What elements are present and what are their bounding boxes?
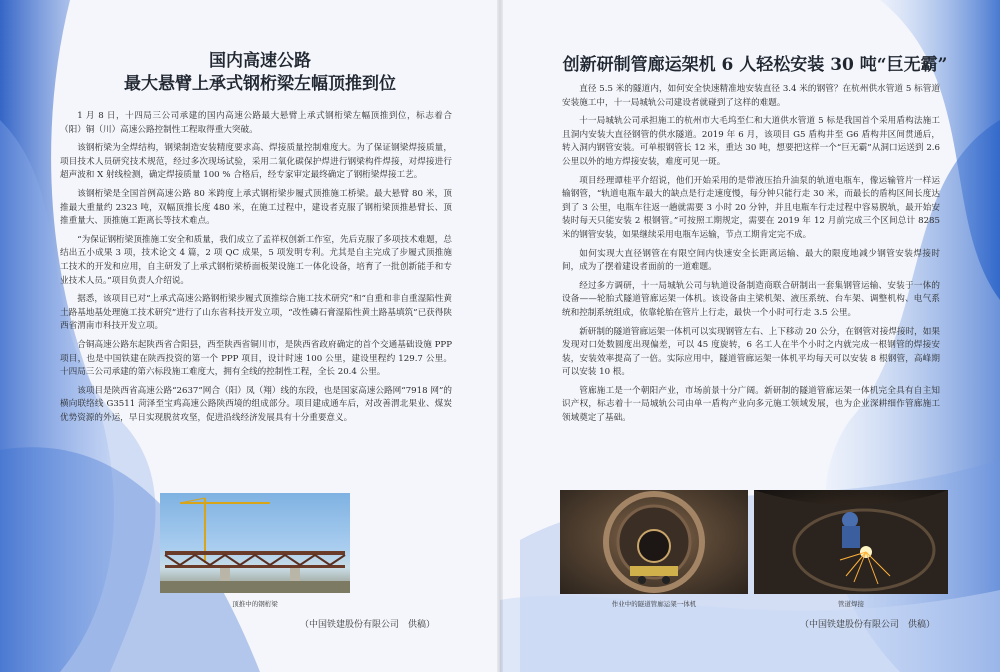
left-credit: （中国铁建股份有限公司 供稿） (300, 620, 436, 630)
right-page (500, 0, 1000, 672)
right-paragraph: 项目经理谭桂平介绍说，他们开始采用的是带液压抬升油泵的轨道电瓶车，像运输管片一样运输钢管，“轨道电瓶车最大的缺点是行走速度慢，每分钟只能行走 30 米，而最长的盾构区间长度达到了 3 公里，电瓶车往返一趟就需要 3 小时 20 分钟，并且电瓶车行走过程中容易脱轨，最开始安装时每天只能安装 2 根钢管。”可按照工期规定，需要在 2019 年 12 月前完成三个区间总计 8285 米的钢管安装，如果继续采用电瓶车运输，节点工期肯定完不成。 (562, 175, 940, 240)
right-article-title: 创新研制管廊运架机 6 人轻松安装 30 吨“巨无霸” (562, 55, 948, 75)
left-title-line-2: 最大悬臂上承式钢桁梁左幅顶推到位 (124, 74, 396, 94)
tunnel-machine-photo (560, 490, 748, 594)
bridge-photo-caption: 顶推中的钢桁梁 (232, 600, 278, 608)
right-paragraph: 直径 5.5 米的隧道内，如何安全快速精准地安装直径 3.4 米的钢管？在杭州供水管道 5 标管道安装施工中，十一局城轨公司建设者就碰到了这样的难题。 (562, 84, 940, 108)
right-paragraph: 如何实现大直径钢管在有限空间内快速安全长距离运输、最大的限度地减少钢管安装焊接时间，成为了摆着建设者面前的一道难题。 (562, 248, 940, 273)
left-title-line-1: 国内高速公路 (209, 51, 311, 71)
right-paragraph: 经过多方调研，十一局城轨公司与轨道设备制造商联合研制出一套集钢管运输、安装于一体的设备——轮胎式隧道管廊运架一体机。该设备由主梁机架、液压系统、台车架、调整机构、电气系统和控制系统组成，依靠轮胎在管片上行走，最快一个小时可行走 3.5 公里。 (562, 280, 940, 318)
welding-photo-caption: 管道焊接 (838, 600, 864, 608)
left-paragraph: 该项目是陕西省高速公路“2637”网合（阳）凤（翔）线的东段，也是国家高速公路网“7918 网”的横向联络线 G3511 菏泽至宝鸡高速公路陕西境的组成部分。项目建成通车后，对改善渭北果业、煤炭优势资源的外运，早日实现脱贫攻坚，促进沿线经济发展具有十分重要意义。 (60, 385, 452, 423)
right-paragraph: 新研制的隧道管廊运架一体机可以实现钢管左右、上下移动 20 公分，在钢管对接焊接时，如果发现对口处数圆度出现偏差，可以 45 度旋转，6 名工人在半个小时之内就完成一根钢管的焊接安装，安装效率提高了一倍。实际应用中，隧道管廊运架一体机平均每天可以安装 8 根钢管，高峰期可以安装 10 根。 (562, 326, 940, 378)
pipe-welding-photo (754, 490, 948, 594)
left-paragraph: 1 月 8 日，十四局三公司承建的国内高速公路最大悬臂上承式钢桁梁左幅顶推到位，标志着合（阳）铜（川）高速公路控制性工程取得重大突破。 (60, 111, 452, 135)
steel-truss-bridge-photo (160, 493, 350, 593)
right-credit: （中国铁建股份有限公司 供稿） (800, 620, 936, 630)
left-paragraph: 该钢桁梁为全焊结构，钢梁制造安装精度要求高、焊接质量控制难度大。为了保证钢梁焊接质量，项目技术人员研究技术规范，经过多次现场试验，采用二氧化碳保护焊进行钢梁构件焊接，对焊接进行超声波和 X 射线检测，确定焊接质量 100 % 合格后，经专家审定最终确定了钢桁梁焊接工艺。 (60, 143, 452, 181)
left-article-body (60, 110, 452, 430)
right-paragraph: 管廊施工是一个朝阳产业，市场前景十分广阔。新研制的隧道管廊运架一体机完全具有自主知识产权，标志着十一局城轨公司由单一盾构产业向多元施工领域发展，也为企业深耕细作管廊施工领域奠定了基础。 (562, 385, 940, 424)
left-paragraph: 合铜高速公路东起陕西省合阳县，西至陕西省铜川市，是陕西省政府确定的首个交通基础设施 PPP 项目，也是中国铁建在陕西投资的第一个 PPP 项目，设计时速 100 公里，建设里程约 129.7 公里。十四局三公司承建的第六标段施工难度大，拥有全线的控制性工程，全长 20.4 公里。 (60, 339, 452, 378)
left-paragraph: “为保证钢桁梁顶推施工安全和质量，我们成立了孟祥权创新工作室，先后克服了多项技术难题，总结出五小成果 3 项，技术论文 4 篇，2 项 QC 成果，5 项发明专利。尤其是自主完成了步履式顶推施工技术的开发和应用，自主研发了上承式钢桁梁桥面板架设施工一体化设备，培育了一批创新能手和专业技术人员。”项目负责人介绍说。 (60, 234, 452, 286)
left-paragraph: 据悉，该项目已对“上承式高速公路钢桁梁步履式顶推综合施工技术研究”和“自重和非自重湿陷性黄土路基地基处理施工技术研究”进行了山东省科技开发立项，“改性磷石膏湿陷性黄土路基填筑”已获得陕西省渭南市科技开发立项。 (60, 294, 452, 332)
left-paragraph: 该钢桁梁是全国首例高速公路 80 米跨度上承式钢桁梁步履式顶推施工桥梁。最大悬臂 80 米，顶推最大重量约 2323 吨，双幅顶推长度 480 米，在施工过程中，建设者克服了钢桁梁顶推悬臂长、顶推重量大、顶推施工距离长等技术难点。 (60, 188, 452, 227)
tunnel-photo-caption: 作业中的隧道管廊运架一体机 (611, 600, 697, 608)
left-article-title (60, 50, 460, 96)
right-paragraph: 十一局城轨公司承担施工的杭州市大毛坞至仁和大道供水管道 5 标是我国首个采用盾构法施工且洞内安装大直径钢管的供水隧道。2019 年 6 月，该项目 G5 盾构井至 G6 盾构井区间贯通后，转入洞内钢管安装。可单根钢管长 12 米，重达 30 吨，想要把这样一个“巨无霸”从洞口运送到 2.6 公里以外的地方焊接安装，难度可见一斑。 (562, 116, 940, 167)
right-article-body (562, 83, 940, 431)
